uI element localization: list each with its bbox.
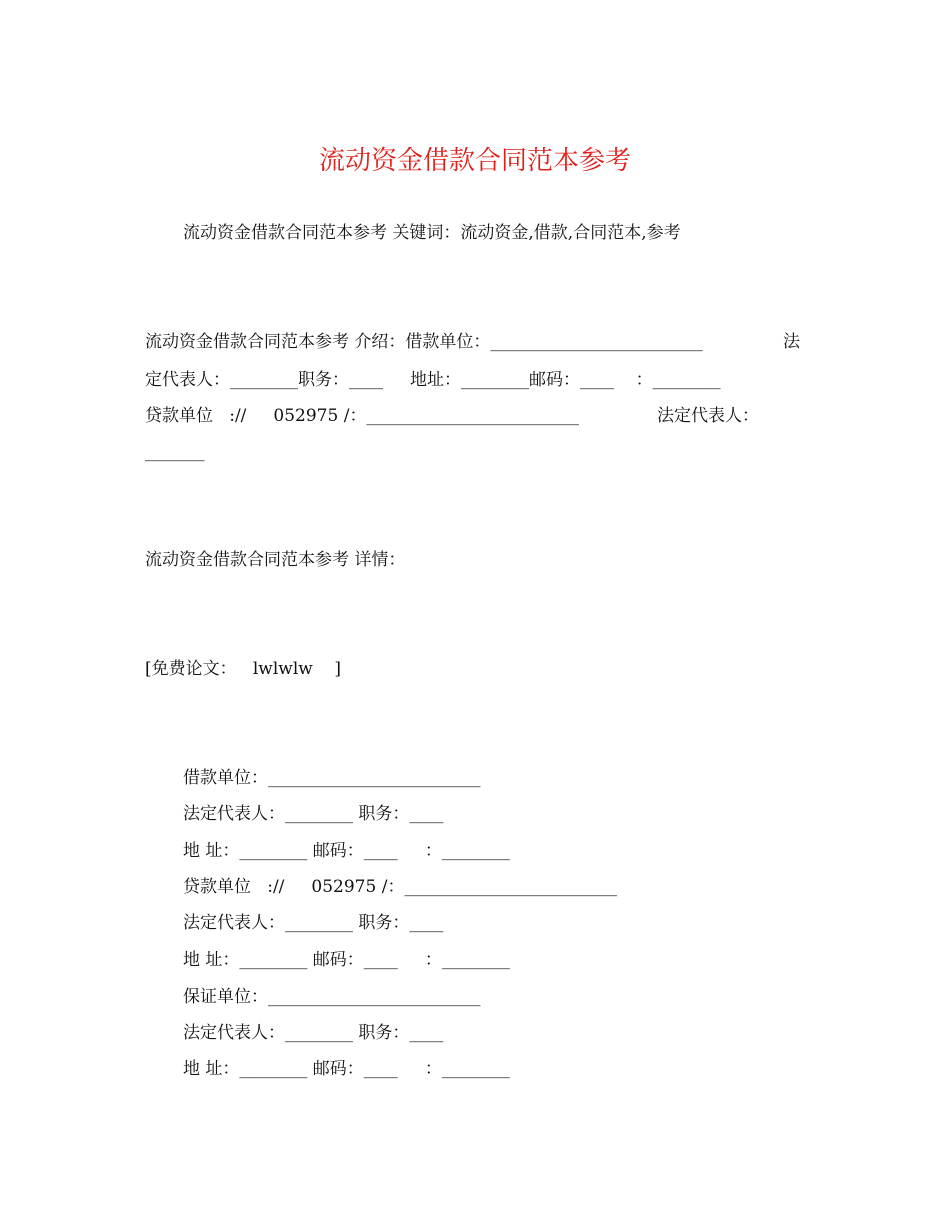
keywords-line: 流动资金借款合同范本参考 关键词：流动资金,借款,合同范本,参考 bbox=[183, 223, 681, 243]
intro-line-1: 流动资金借款合同范本参考 介绍：借款单位：_________________________ bbox=[145, 332, 703, 352]
party-line: 地 址：________ 邮码：____ ：________ bbox=[183, 950, 510, 970]
details-label: 流动资金借款合同范本参考 详情： bbox=[145, 550, 406, 570]
party-line: 法定代表人：________ 职务：____ bbox=[183, 804, 444, 824]
party-line: 贷款单位 :// 052975 /：_________________________ bbox=[183, 877, 617, 897]
party-line: 法定代表人：________ 职务：____ bbox=[183, 913, 444, 933]
party-line: 借款单位：_________________________ bbox=[183, 768, 481, 788]
intro-line-3-tail: 法定代表人： bbox=[657, 406, 759, 426]
intro-line-2: 定代表人：________职务：____ 地址：________邮码：____ ：________ bbox=[145, 370, 721, 390]
intro-line-3: 贷款单位 :// 052975 /：_________________________ bbox=[145, 406, 579, 426]
party-line: 地 址：________ 邮码：____ ：________ bbox=[183, 841, 510, 861]
party-line: 地 址：________ 邮码：____ ：________ bbox=[183, 1059, 510, 1079]
party-line: 法定代表人：________ 职务：____ bbox=[183, 1023, 444, 1043]
free-thesis-note: [免费论文： lwlwlw ] bbox=[145, 659, 342, 679]
intro-line-1-tail: 法 bbox=[783, 332, 800, 352]
document-title: 流动资金借款合同范本参考 bbox=[318, 146, 631, 176]
intro-line-4: _______ bbox=[145, 442, 205, 462]
party-line: 保证单位：_________________________ bbox=[183, 987, 481, 1007]
